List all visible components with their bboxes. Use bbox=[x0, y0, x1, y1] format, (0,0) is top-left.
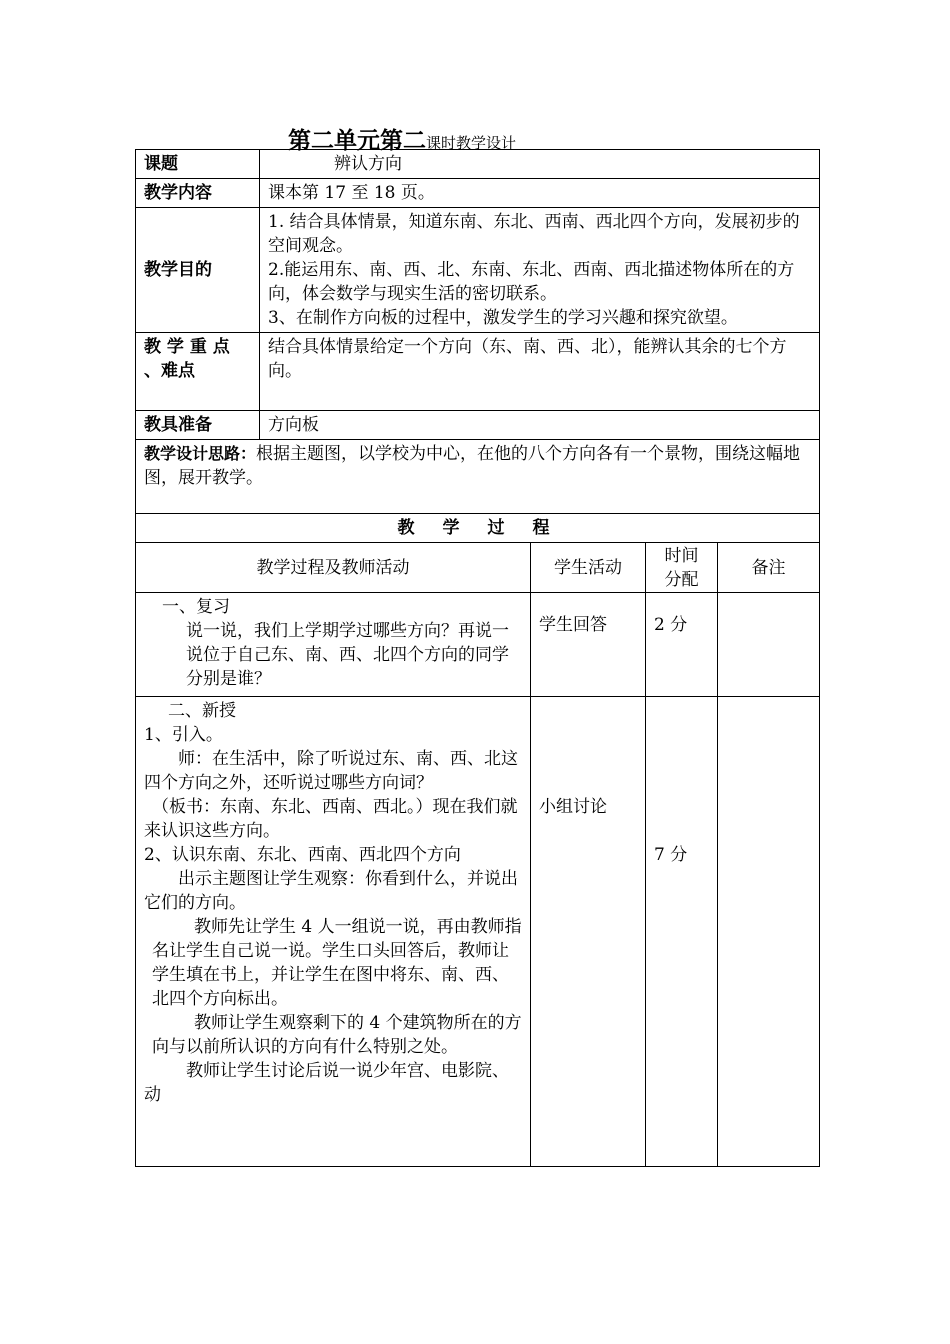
new-step2: 2、认识东南、东北、西南、西北四个方向 bbox=[144, 845, 461, 865]
new-note bbox=[718, 697, 820, 1167]
review-heading: 一、复习 bbox=[162, 597, 230, 617]
topic-row bbox=[136, 150, 820, 179]
new-buildings: 教师让学生观察剩下的 4 个建筑物所在的方向与以前所认识的方向有什么特别之处。 bbox=[152, 1013, 522, 1057]
design-label: 教学设计思路： bbox=[144, 444, 257, 463]
tools-value: 方向板 bbox=[260, 411, 820, 440]
review-note bbox=[718, 593, 820, 697]
process-header-row bbox=[136, 543, 820, 593]
review-cell bbox=[136, 593, 531, 697]
new-group: 教师先让学生 4 人一组说一说，再由教师指名让学生自己说一说。学生口头回答后，教师让学生填在书上，并让学生在图中将东、南、西、北四个方向标出。 bbox=[152, 917, 522, 1009]
goals-row bbox=[136, 208, 820, 333]
content-row bbox=[136, 179, 820, 208]
content-value: 课本第 17 至 18 页。 bbox=[260, 179, 820, 208]
review-text: 说一说，我们上学期学过哪些方向？再说一说位于自己东、南、西、北四个方向的同学分别是谁？ bbox=[186, 621, 509, 689]
new-teacher-question: 师：在生活中，除了听说过东、南、西、北这四个方向之外，还听说过哪些方向词？ bbox=[144, 749, 518, 793]
tools-row bbox=[136, 411, 820, 440]
goals-cell bbox=[260, 208, 820, 333]
header-student: 学生活动 bbox=[531, 543, 646, 593]
new-row bbox=[136, 697, 820, 1167]
new-observe: 出示主题图让学生观察：你看到什么，并说出它们的方向。 bbox=[144, 869, 518, 913]
new-cell bbox=[136, 697, 531, 1167]
goal-label: 教学目的 bbox=[136, 208, 260, 333]
title-sub: 课时教学设计 bbox=[426, 134, 517, 152]
review-row bbox=[136, 593, 820, 697]
header-teacher: 教学过程及教师活动 bbox=[136, 543, 531, 593]
design-row bbox=[136, 440, 820, 514]
design-cell bbox=[136, 440, 820, 514]
review-time: 2 分 bbox=[646, 593, 718, 697]
new-board: （板书：东南、东北、西南、西北。）现在我们就来认识这些方向。 bbox=[144, 797, 518, 841]
tools-label: 教具准备 bbox=[136, 411, 260, 440]
goal-item: 2.能运用东、南、西、北、东南、东北、西南、西北描述物体所在的方向，体会数学与现实生活的密切联系。 bbox=[268, 260, 795, 304]
new-student: 小组讨论 bbox=[531, 697, 646, 1167]
key-value: 结合具体情景给定一个方向（东、南、西、北），能辨认其余的七个方向。 bbox=[260, 333, 820, 411]
goal-item: 3、在制作方向板的过程中，激发学生的学习兴趣和探究欲望。 bbox=[268, 308, 738, 328]
key-label: 教 学 重 点 、难点 bbox=[136, 333, 260, 411]
new-heading: 二、新授 bbox=[168, 701, 236, 721]
topic-value: 辨认方向 bbox=[260, 150, 820, 179]
new-discuss: 教师让学生讨论后说一说少年宫、电影院、动 bbox=[144, 1061, 509, 1105]
header-time: 时间分配 bbox=[646, 543, 718, 593]
header-note: 备注 bbox=[718, 543, 820, 593]
lesson-plan-table bbox=[135, 149, 820, 1167]
new-time: 7 分 bbox=[646, 697, 718, 1167]
new-step1: 1、引入。 bbox=[144, 725, 223, 745]
process-title: 教学过程 bbox=[136, 514, 820, 543]
topic-label: 课题 bbox=[136, 150, 260, 179]
process-title-row bbox=[136, 514, 820, 543]
content-label: 教学内容 bbox=[136, 179, 260, 208]
review-student: 学生回答 bbox=[531, 593, 646, 697]
design-value: 根据主题图，以学校为中心，在他的八个方向各有一个景物，围绕这幅地图，展开教学。 bbox=[144, 444, 801, 488]
key-row bbox=[136, 333, 820, 411]
title-main: 第二单元第二 bbox=[288, 128, 426, 154]
goal-item: 1. 结合具体情景，知道东南、东北、西南、西北四个方向，发展初步的空间观念。 bbox=[268, 212, 800, 256]
